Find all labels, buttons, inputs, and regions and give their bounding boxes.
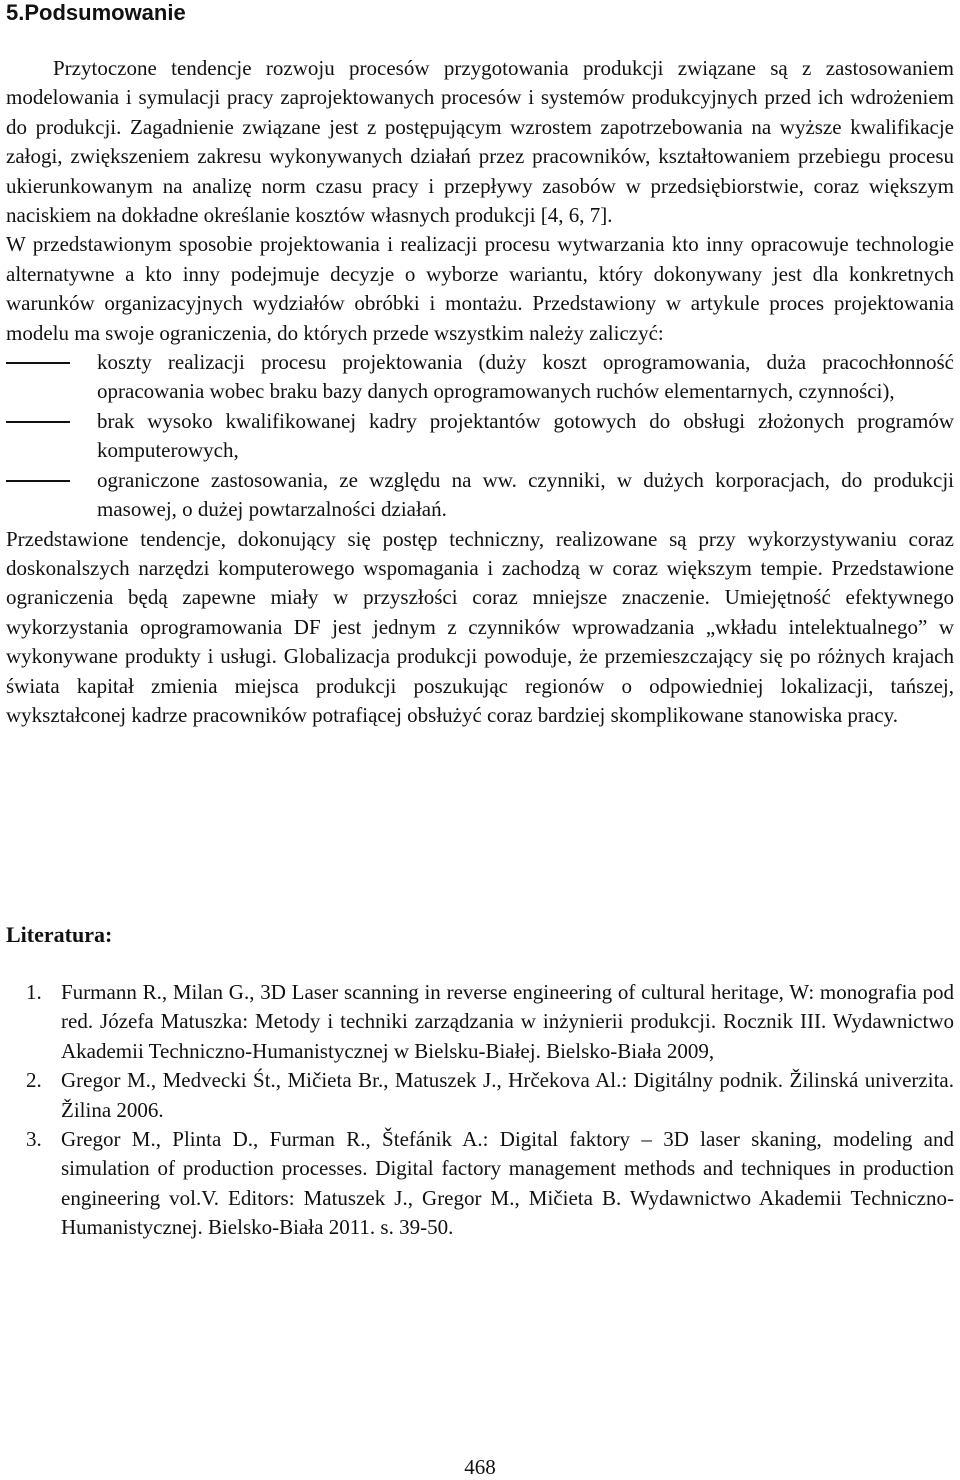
reference-text: Furmann R., Milan G., 3D Laser scanning in reverse engineering of cultural heritage, W: monografia pod red. Józefa Matuszka: Metody i techniki zarządzania w inżynierii produkcji. Rocznik III. Wydawnictwo Akademii Techniczno-Humanistycznej w Bielsku-Białej. Bielsko-Biała 2009, bbox=[61, 980, 954, 1063]
reference-number: 3. bbox=[26, 1127, 42, 1152]
reference-number: 1. bbox=[26, 980, 42, 1004]
list-item-text: brak wysoko kwalifikowanej kadry projektantów gotowych do obsługi złożonych programów komputerowych, bbox=[97, 408, 954, 463]
list-item bbox=[6, 348, 954, 407]
paragraph-intro: Przytoczone tendencje rozwoju procesów przygotowania produkcji związane są z zastosowaniem modelowania i symulacji pracy zaprojektowanych procesów i systemów produkcyjnych przed ich wdrożeniem do produkcji. Zagadnienie związane jest z postępującym wzrostem zapotrzebowania na wyższe kwalifikacje załogi, zwiększeniem zakresu wykonywanych działań przez pracowników, kształtowaniem przebiegu procesu ukierunkowanym na analizę norm czasu pracy i przepływy zasobów w przedsiębiorstwie, coraz większym naciskiem na dokładne określanie kosztów własnych produkcji [4, 6, 7]. bbox=[6, 56, 954, 228]
reference-item bbox=[26, 1125, 954, 1243]
section-title: 5.Podsumowanie bbox=[6, 0, 186, 25]
section-body bbox=[6, 54, 954, 730]
dash-bullet-icon bbox=[6, 480, 70, 482]
paragraph-design-method: W przedstawionym sposobie projektowania i realizacji procesu wytwarzania kto inny opracowuje technologie alternatywne a kto inny podejmuje decyzje o wyborze wariantu, który dokonywany jest dla konkretnych warunków organizacyjnych wydziałów obróbki i montażu. Przedstawiony w artykule proces projektowania modelu ma swoje ograniczenia, do których przede wszystkim należy zaliczyć: bbox=[6, 232, 954, 345]
reference-text: Gregor M., Medvecki Śt., Mičieta Br., Matuszek J., Hrčekova Al.: Digitálny podnik. Žilinská univerzita. Žilina 2006. bbox=[61, 1068, 954, 1122]
dash-bullet-icon bbox=[6, 362, 70, 364]
reference-list bbox=[26, 978, 954, 1243]
dash-bullet-icon bbox=[6, 421, 70, 423]
reference-number: 2. bbox=[26, 1068, 42, 1093]
reference-item bbox=[26, 978, 954, 1066]
page-number: 468 bbox=[464, 1455, 496, 1479]
limitations-list bbox=[6, 348, 954, 524]
reference-text: Gregor M., Plinta D., Furman R., Štefánik A.: Digital faktory – 3D laser skaning, modeling and simulation of production processes. Digital factory management methods and techniques in production engineering vol.V. Editors: Matuszek J., Gregor M., Mičieta B. Wydawnictwo Akademii Techniczno-Humanistycznej. Bielsko-Biała 2011. s. 39-50. bbox=[61, 1127, 954, 1240]
list-item-text: koszty realizacji procesu projektowania (duży koszt oprogramowania, duża pracochłonność opracowania wobec braku bazy danych oprogramowanych ruchów elementarnych, czynności), bbox=[97, 350, 954, 404]
list-item-text: ograniczone zastosowania, ze względu na ww. czynniki, w dużych korporacjach, do produkcji masowej, o dużej powtarzalności działań. bbox=[97, 467, 954, 522]
reference-item bbox=[26, 1066, 954, 1125]
literature-heading: Literatura: bbox=[6, 922, 113, 947]
paragraph-conclusion: Przedstawione tendencje, dokonujący się postęp techniczny, realizowane są przy wykorzystywaniu coraz doskonalszych narzędzi komputerowego wspomagania i zachodzą w coraz większym tempie. Przedstawione ograniczenia będą zapewne miały w przyszłości coraz mniejsze znaczenie. Umiejętność efektywnego wykorzystania oprogramowania DF jest jednym z czynników wprowadzania „wkładu intelektualnego” w wykonywane produkty i usługi. Globalizacja produkcji powoduje, że przemieszczający się po różnych krajach świata kapitał zmienia miejsca produkcji poszukując regionów o odpowiedniej lokalizacji, tańszej, wykształconej kadrze pracowników potrafiącej obsłużyć coraz bardziej skomplikowane stanowiska pracy. bbox=[6, 526, 954, 727]
list-item bbox=[6, 466, 954, 525]
list-item bbox=[6, 407, 954, 466]
